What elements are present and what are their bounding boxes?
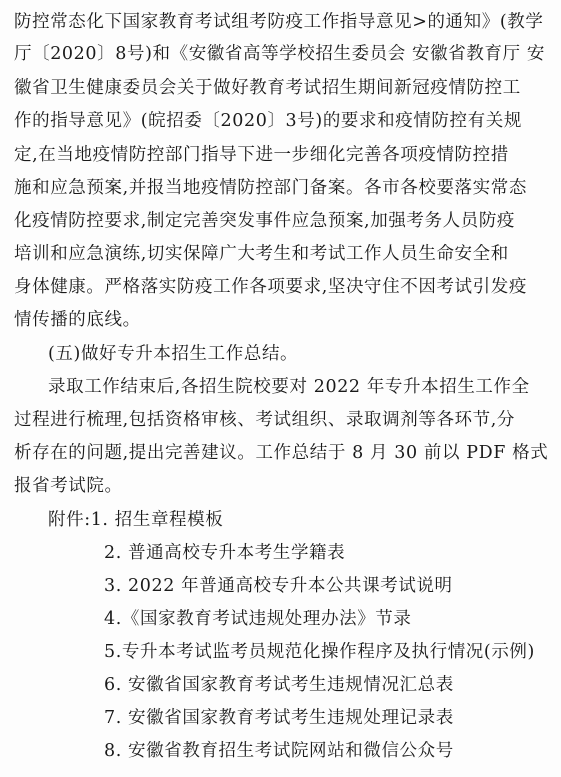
attachment-item: 6. 安徽省国家教育考试考生违规情况汇总表 [104, 675, 454, 695]
attachment-item: 7. 安徽省国家教育考试考生违规处理记录表 [104, 708, 454, 728]
attachment-item: 2. 普通高校专升本考生学籍表 [104, 543, 346, 563]
paragraph-line: 身体健康。严格落实防疫工作各项要求,坚决守住不因考试引发疫 [14, 277, 527, 297]
paragraph-line: 录取工作结束后,各招生院校要对 2022 年专升本招生工作全 [48, 377, 530, 397]
paragraph-line: 徽省卫生健康委员会关于做好教育考试招生期间新冠疫情防控工 [14, 78, 521, 98]
paragraph-line: 防控常态化下国家教育考试组考防疫工作指导意见>的通知》(教学 [14, 12, 544, 32]
paragraph-line: 化疫情防控要求,制定完善突发事件应急预案,加强考务人员防疫 [14, 211, 516, 231]
attachment-item: 8. 安徽省教育招生考试院网站和微信公众号 [104, 741, 454, 761]
paragraph-line: 过程进行梳理,包括资格审核、考试组织、录取调剂等各环节,分 [14, 410, 516, 430]
paragraph-line: 培训和应急演练,切实保障广大考生和考试工作人员生命安全和 [14, 244, 509, 264]
attachment-item: 5.专升本考试监考员规范化操作程序及执行情况(示例) [104, 642, 535, 662]
attachment-item: 4.《国家教育考试违规处理办法》节录 [104, 609, 412, 629]
attachments-label: 附件:1. 招生章程模板 [48, 510, 224, 530]
paragraph-line: 析存在的问题,提出完善建议。工作总结于 8 月 30 前以 PDF 格式 [14, 443, 549, 463]
paragraph-line: 作的指导意见》(皖招委〔2020〕3号)的要求和疫情防控有关规 [14, 111, 522, 131]
paragraph-line: 报省考试院。 [14, 476, 123, 496]
paragraph-line: 情传播的底线。 [14, 310, 141, 330]
paragraph-line: 厅〔2020〕8号)和《安徽省高等学校招生委员会 安徽省教育厅 安 [14, 44, 545, 64]
paragraph-line: 施和应急预案,并报当地疫情防控部门备案。各市各校要落实常态 [14, 178, 527, 198]
attachment-item: 3. 2022 年普通高校专升本公共课考试说明 [104, 576, 453, 596]
paragraph-line: 定,在当地疫情防控部门指导下进一步细化完善各项疫情防控措 [14, 145, 509, 165]
section-heading: (五)做好专升本招生工作总结。 [48, 344, 299, 364]
